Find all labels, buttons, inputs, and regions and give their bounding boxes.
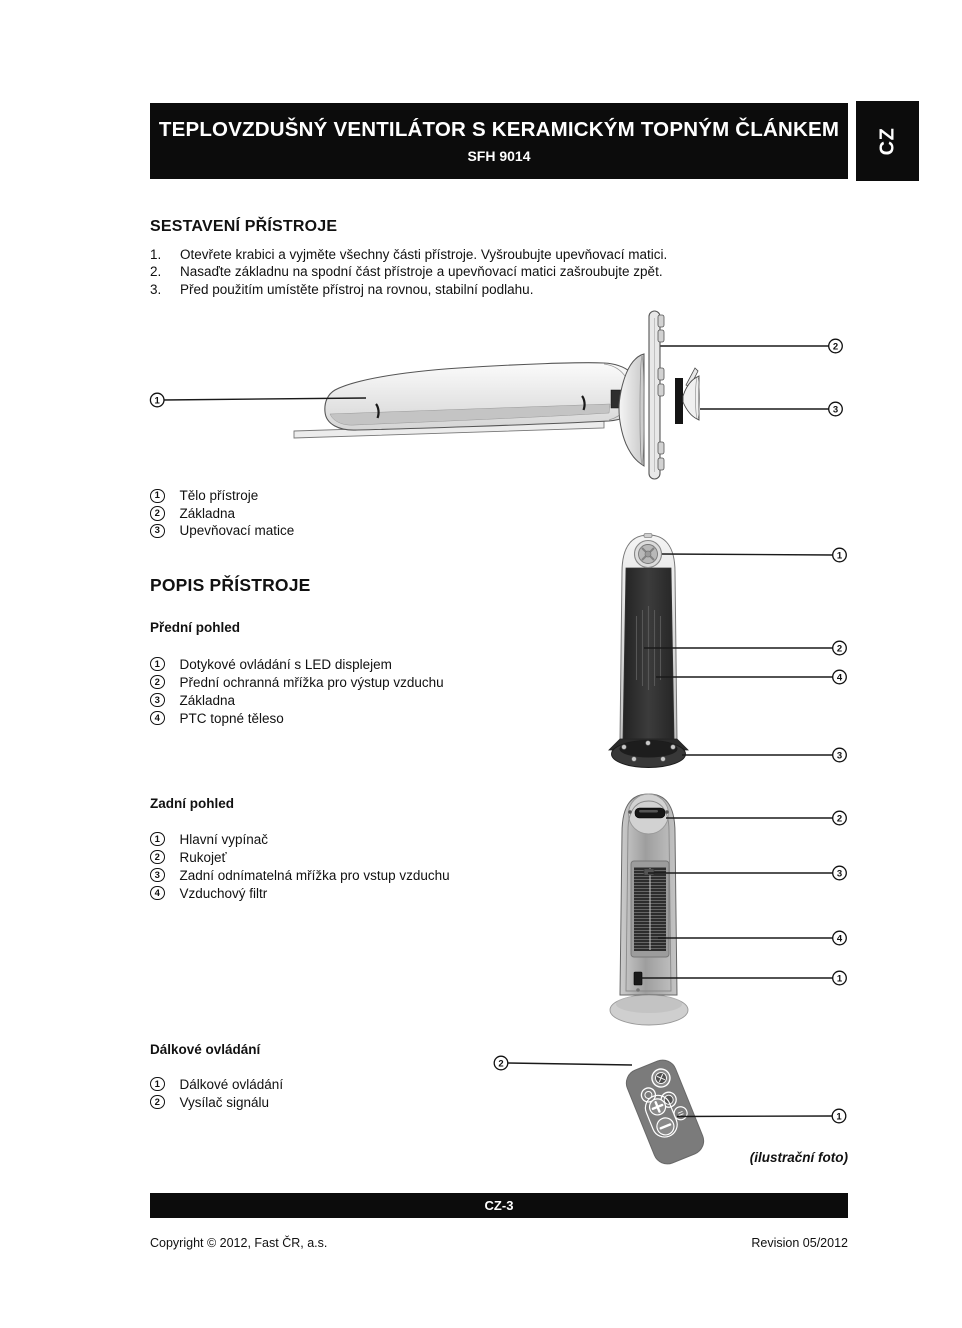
- legend-label: Upevňovací matice: [179, 523, 295, 539]
- step-text: Před použitím umístěte přístroj na rovnou, stabilní podlahu.: [180, 281, 534, 297]
- base-plate-illustration: [649, 311, 664, 479]
- circled-number: 1: [150, 657, 165, 672]
- assembly-step: [150, 263, 850, 280]
- legend-label: Vysílač signálu: [179, 1094, 270, 1110]
- legend-item: [150, 505, 294, 523]
- step-number: 3.: [150, 281, 162, 297]
- legend-item: [150, 884, 450, 902]
- legend-item: [150, 830, 450, 848]
- legend-item: [150, 522, 294, 540]
- svg-text:1: 1: [836, 550, 843, 562]
- model-number: SFH 9014: [467, 148, 531, 164]
- legend-label: Dálkové ovládání: [179, 1076, 284, 1092]
- svg-text:1: 1: [154, 395, 160, 407]
- legend-item: [150, 1093, 283, 1111]
- assembly-diagram: [149, 306, 860, 484]
- legend-label: Rukojeť: [179, 849, 227, 865]
- circled-number: 2: [150, 1095, 165, 1110]
- legend-item: [150, 866, 450, 884]
- front-view-subheading: Přední pohled: [150, 620, 241, 635]
- legend-label: Zadní odnímatelná mřížka pro vstup vzduchu: [179, 867, 450, 883]
- callout-4-marker: [656, 670, 846, 684]
- legend-item: [150, 1075, 283, 1093]
- callout-3-marker: [700, 402, 842, 416]
- circled-number: 2: [150, 675, 165, 690]
- circled-number: 4: [150, 886, 165, 901]
- copyright-text: Copyright © 2012, Fast ČR, a.s.: [150, 1236, 328, 1250]
- page-number: CZ-3: [484, 1198, 514, 1213]
- circled-number: 1: [150, 489, 165, 504]
- photo-note: (ilustrační foto): [749, 1150, 848, 1165]
- assembly-heading: SESTAVENÍ PŘÍSTROJE: [150, 218, 338, 235]
- circled-number: 3: [150, 524, 165, 539]
- remote-control-illustration: [622, 1056, 708, 1168]
- remote-legend: [150, 1075, 283, 1111]
- legend-label: Základna: [179, 505, 236, 521]
- footer-page-bar: [150, 1193, 848, 1218]
- callout-2-marker: [494, 1056, 508, 1070]
- callout-2-marker: [661, 339, 843, 353]
- tower-front-illustration: [609, 534, 688, 768]
- assembly-steps: [150, 246, 850, 298]
- legend-item: [150, 673, 444, 691]
- step-number: 2.: [150, 264, 162, 280]
- callout-4-marker: [658, 931, 846, 945]
- tower-rear-illustration: [610, 794, 688, 1025]
- assembly-legend: [150, 487, 294, 540]
- front-view-diagram: [600, 528, 855, 780]
- svg-text:2: 2: [498, 1058, 504, 1070]
- language-tab: [856, 101, 919, 181]
- svg-text:3: 3: [832, 404, 839, 416]
- svg-text:1: 1: [836, 973, 843, 985]
- svg-text:2: 2: [832, 341, 839, 353]
- circled-number: 2: [150, 850, 165, 865]
- legend-label: Tělo přístroje: [179, 488, 259, 504]
- svg-text:2: 2: [836, 813, 843, 825]
- fan-body-illustration: [325, 354, 644, 466]
- svg-text:4: 4: [836, 933, 843, 945]
- svg-text:1: 1: [836, 1111, 842, 1123]
- circled-number: 4: [150, 711, 165, 726]
- legend-label: Přední ochranná mřížka pro výstup vzduchu: [179, 674, 444, 690]
- svg-text:3: 3: [836, 868, 843, 880]
- step-text: Otevřete krabici a vyjměte všechny části přístroje. Vyšroubujte upevňovací matici.: [180, 247, 668, 262]
- svg-text:2: 2: [836, 643, 843, 655]
- step-number: 1.: [150, 247, 162, 262]
- callout-2-marker: [666, 811, 846, 825]
- legend-label: Základna: [179, 692, 236, 708]
- rear-view-legend: [150, 830, 450, 902]
- circled-number: 3: [150, 693, 165, 708]
- circled-number: 3: [150, 868, 165, 883]
- legend-item: [150, 709, 444, 727]
- legend-item: [150, 655, 444, 673]
- callout-2-line: [508, 1063, 632, 1065]
- circled-number: 1: [150, 832, 165, 847]
- rear-view-diagram: [600, 785, 855, 1035]
- circled-number: 1: [150, 1077, 165, 1092]
- legend-item: [150, 848, 450, 866]
- description-heading: POPIS PŘÍSTROJE: [150, 575, 311, 595]
- circled-number: 2: [150, 506, 165, 521]
- step-text: Nasaďte základnu na spodní část přístroje a upevňovací matici zašroubujte zpět.: [180, 264, 663, 280]
- svg-text:3: 3: [836, 750, 843, 762]
- language-tab-label: CZ: [875, 127, 898, 155]
- callout-1-marker: [677, 1109, 846, 1123]
- callout-1-marker: [662, 548, 846, 562]
- revision-text: Revision 05/2012: [751, 1236, 848, 1250]
- callout-3-marker: [682, 748, 846, 762]
- remote-subheading: Dálkové ovládání: [150, 1042, 261, 1057]
- rear-view-subheading: Zadní pohled: [150, 796, 234, 811]
- legend-item: [150, 691, 444, 709]
- svg-text:4: 4: [836, 672, 843, 684]
- header-bar: [150, 103, 848, 179]
- legend-label: PTC topné těleso: [179, 710, 284, 726]
- legend-label: Dotykové ovládání s LED displejem: [179, 656, 392, 672]
- legend-label: Vzduchový filtr: [179, 885, 268, 901]
- assembly-step: [150, 281, 850, 298]
- legend-label: Hlavní vypínač: [179, 831, 269, 847]
- fastening-nut-illustration: [675, 368, 700, 424]
- front-view-legend: [150, 655, 444, 727]
- page-title: TEPLOVZDUŠNÝ VENTILÁTOR S KERAMICKÝM TOPNÝM ČLÁNKEM: [158, 118, 840, 141]
- callout-3-marker: [648, 866, 846, 880]
- assembly-step: [150, 246, 850, 263]
- legend-item: [150, 487, 294, 505]
- copyright-row: [150, 1236, 848, 1250]
